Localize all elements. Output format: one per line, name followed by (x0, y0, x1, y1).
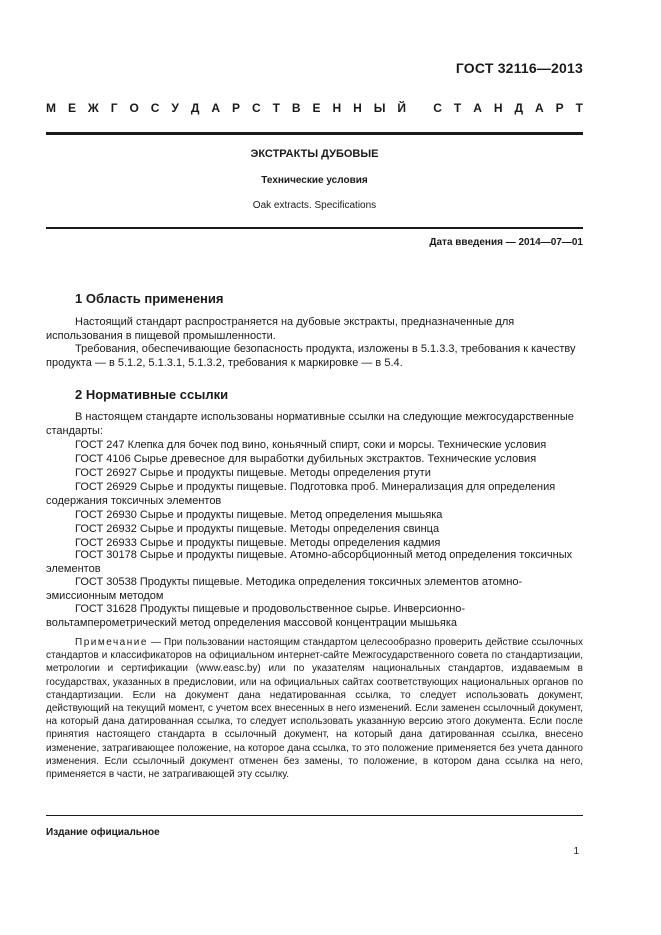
heading-letter: Й (397, 101, 407, 115)
heading-letter: Р (555, 101, 564, 115)
reference-item: ГОСТ 30178 Сырье и продукты пищевые. Атомно-абсорбционный метод определения токсичных элементов (46, 549, 573, 575)
section-1-paragraph: Настоящий стандарт распространяется на дубовые экстракты, предназначенные для использования в пищевой промышленности. (46, 316, 515, 342)
reference-item: ГОСТ 26930 Сырье и продукты пищевые. Метод определения мышьяка (75, 509, 443, 521)
header-rule (46, 132, 583, 135)
page-number: 1 (573, 846, 579, 857)
heading-letter: Е (67, 101, 76, 115)
heading-letter: Д (190, 101, 200, 115)
official-edition-label: Издание официальное (46, 827, 160, 838)
note-label: Примечание (75, 637, 148, 648)
section-2-intro: В настоящем стандарте использованы нормативные ссылки на следующие межгосударственные стандарты: (46, 411, 574, 437)
heading-letter: А (473, 101, 482, 115)
gost-code: ГОСТ 32116—2013 (455, 60, 583, 76)
heading-letter: Н (493, 101, 503, 115)
reference-item: ГОСТ 26927 Сырье и продукты пищевые. Методы определения ртути (75, 467, 431, 479)
heading-letter: Т (575, 101, 583, 115)
section-2-title: 2 Нормативные ссылки (75, 387, 229, 402)
heading-letter: Т (453, 101, 462, 115)
heading-letter: Н (353, 101, 362, 115)
heading-letter: С (150, 101, 160, 115)
footer-rule (46, 815, 583, 816)
heading-letter: У (171, 101, 179, 115)
heading-letter (418, 101, 421, 115)
note-block (46, 636, 583, 781)
reference-item: ГОСТ 247 Клепка для бочек под вино, коньячный спирт, соки и морсы. Технические условия (75, 439, 547, 451)
heading-letter: С (433, 101, 442, 115)
introduction-date: Дата введения — 2014—07—01 (429, 237, 583, 248)
heading-letter: М (46, 101, 56, 115)
document-title: ЭКСТРАКТЫ ДУБОВЫЕ (250, 148, 379, 160)
reference-item: ГОСТ 31628 Продукты пищевые и продовольственное сырье. Инверсионно-вольтамперометрический метод определения массовой концентрации мышьяка (46, 603, 466, 629)
heading-letter: О (129, 101, 139, 115)
reference-item: ГОСТ 30538 Продукты пищевые. Методика определения токсичных элементов атомно-эмиссионным методом (46, 576, 523, 602)
reference-item: ГОСТ 26933 Сырье и продукты пищевые. Методы определения кадмия (75, 537, 441, 549)
heading-letter: Н (332, 101, 342, 115)
reference-item: ГОСТ 26929 Сырье и продукты пищевые. Подготовка проб. Минерализация для определения содержания токсичных элементов (46, 481, 556, 507)
heading-letter: А (211, 101, 221, 115)
interstate-standard-heading (46, 101, 583, 115)
heading-letter: Г (110, 101, 118, 115)
heading-letter: Ы (373, 101, 386, 115)
heading-letter: Р (231, 101, 240, 115)
english-title: Oak extracts. Specifications (252, 200, 377, 211)
title-rule (46, 227, 583, 229)
heading-letter: А (534, 101, 544, 115)
section-1-title: 1 Область применения (75, 291, 224, 306)
heading-letter: Д (514, 101, 524, 115)
heading-letter: Ж (87, 101, 99, 115)
reference-item: ГОСТ 4106 Сырье древесное для выработки дубильных экстрактов. Технические условия (75, 453, 537, 465)
heading-letter: В (291, 101, 301, 115)
document-subtitle: Технические условия (261, 175, 368, 186)
section-1-paragraph: Требования, обеспечивающие безопасность продукта, изложены в 5.1.3.3, требования к качеству продукта — в 5.1.2, 5.1.3.1, 5.1.3.2, требования к маркировке — в 5.4. (46, 343, 576, 369)
heading-letter: Е (312, 101, 321, 115)
heading-letter: С (251, 101, 261, 115)
heading-letter: Т (272, 101, 280, 115)
note-text: — При пользовании настоящим стандартом целесообразно проверить действие ссылочных стандартов и классификаторов на официальном интернет-сайте Межгосударственного совета по стандартизации, метрологии и сертификации (www.easc.by) или по указателям национальных стандартов, издаваемым в государствах, указанных в предисловии, или на официальных сайтах соответствующих национальных органов по стандартизации. Если на документ дана недатированная ссылка, то следует использовать документ, действующий на текущий момент, с учетом всех внесенных в него изменений. Если заменен ссылочный документ, на который дана датированная ссылка, то следует использовать указанную версию этого документа. Если после принятия настоящего стандарта в ссылочный документ, на который дана датированная ссылка, внесено изменение, затрагивающее положение, на которое дана ссылка, то это положение применяется без учета данного изменения. Если ссылочный документ отменен без замены, то положение, в котором дана ссылка на него, применяется в части, не затрагивающей эту ссылку. (46, 637, 583, 781)
reference-item: ГОСТ 26932 Сырье и продукты пищевые. Методы определения свинца (75, 523, 440, 535)
